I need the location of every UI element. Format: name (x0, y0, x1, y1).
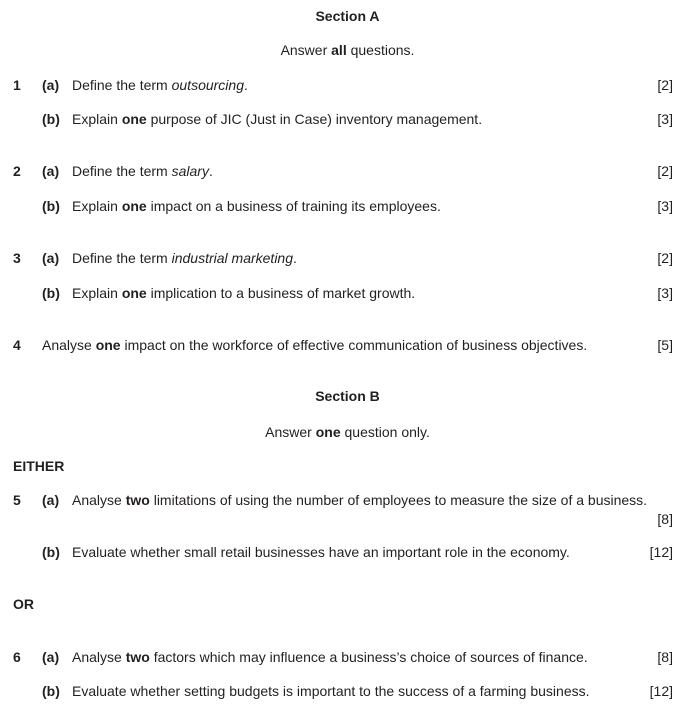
question-6a-marks: [8] (657, 649, 673, 665)
or-label: OR (13, 596, 34, 612)
question-3-number: 3 (13, 250, 21, 266)
question-3b-text: Explain one implication to a business of market growth. (72, 285, 416, 301)
section-a-heading: Section A (315, 8, 380, 24)
question-6b-label: (b) (42, 683, 60, 699)
question-5a-label: (a) (42, 492, 60, 508)
question-1a-label: (a) (42, 77, 60, 93)
question-3b-marks: [3] (657, 285, 673, 301)
question-5a-marks: [8] (657, 511, 673, 527)
question-6a-label: (a) (42, 649, 60, 665)
question-5-number: 5 (13, 492, 21, 508)
question-3a-text: Define the term industrial marketing. (72, 250, 297, 266)
question-2b-marks: [3] (657, 198, 673, 214)
question-5b-text: Evaluate whether small retail businesses have an important role in the economy. (72, 544, 570, 560)
question-4-text: Analyse one impact on the workforce of effective communication of business objectives. (42, 337, 588, 353)
question-1b-marks: [3] (657, 111, 673, 127)
question-6b-text: Evaluate whether setting budgets is important to the success of a farming business. (72, 683, 590, 699)
question-1b-label: (b) (42, 111, 60, 127)
question-5b-marks: [12] (649, 544, 673, 560)
question-3a-marks: [2] (657, 250, 673, 266)
question-5a-text: Analyse two limitations of using the number of employees to measure the size of a business. (72, 492, 648, 508)
question-1-number: 1 (13, 77, 21, 93)
section-b-heading: Section B (315, 388, 380, 404)
question-6b-marks: [12] (649, 683, 673, 699)
question-4-marks: [5] (657, 337, 673, 353)
question-1a-marks: [2] (657, 77, 673, 93)
question-6-number: 6 (13, 649, 21, 665)
question-1a-text: Define the term outsourcing. (72, 77, 248, 93)
question-2a-text: Define the term salary. (72, 163, 213, 179)
question-2-number: 2 (13, 163, 21, 179)
question-2b-label: (b) (42, 198, 60, 214)
question-2b-text: Explain one impact on a business of training its employees. (72, 198, 441, 214)
question-6a-text: Analyse two factors which may influence a business’s choice of sources of finance. (72, 649, 588, 665)
question-2a-marks: [2] (657, 163, 673, 179)
question-4-number: 4 (13, 337, 21, 353)
question-5b-label: (b) (42, 544, 60, 560)
section-a-instruction: Answer all questions. (280, 42, 415, 58)
section-b-instruction: Answer one question only. (265, 424, 430, 440)
question-1b-text: Explain one purpose of JIC (Just in Case) inventory management. (72, 111, 483, 127)
question-2a-label: (a) (42, 163, 60, 179)
either-label: EITHER (13, 458, 65, 474)
question-3b-label: (b) (42, 285, 60, 301)
question-3a-label: (a) (42, 250, 60, 266)
